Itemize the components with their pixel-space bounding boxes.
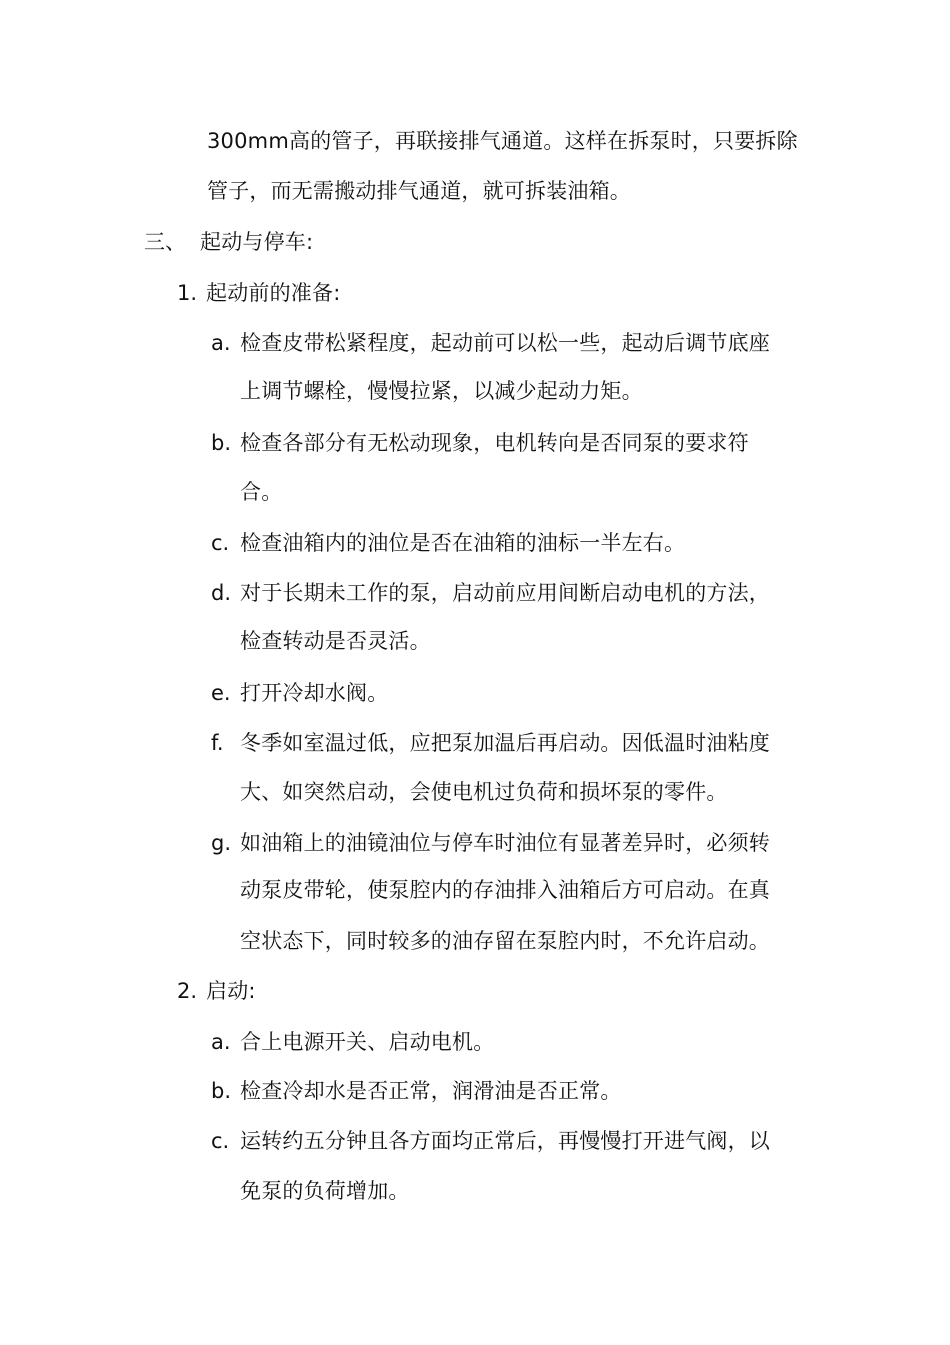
item-1g-marker: g. [211, 831, 232, 855]
continuation-line-2: 管子，而无需搬动排气通道，就可拆装油箱。 [207, 179, 631, 203]
item-1b-marker: b. [211, 431, 232, 455]
item-1-marker: 1. [177, 281, 198, 305]
item-1g-line-1: 如油箱上的油镜油位与停车时油位有显著差异时，必须转 [240, 831, 770, 855]
item-1a-line-1: 检查皮带松紧程度，起动前可以松一些，起动后调节底座 [240, 331, 770, 355]
item-1c-line-1: 检查油箱内的油位是否在油箱的油标一半左右。 [240, 531, 686, 555]
item-2b-line-1: 检查冷却水是否正常，润滑油是否正常。 [240, 1079, 622, 1103]
item-1f-marker: f. [211, 731, 224, 755]
continuation-line-1: 300mm高的管子，再联接排气通道。这样在拆泵时，只要拆除 [207, 129, 798, 153]
item-2b-marker: b. [211, 1079, 232, 1103]
item-1f-line-1: 冬季如室温过低，应把泵加温后再启动。因低温时油粘度 [240, 731, 770, 755]
item-1d-marker: d. [211, 581, 232, 605]
item-1c-marker: c. [211, 531, 230, 555]
item-1d-line-1: 对于长期未工作的泵，启动前应用间断启动电机的方法， [240, 581, 770, 605]
item-1e-line-1: 打开冷却水阀。 [240, 681, 389, 705]
item-2a-marker: a. [211, 1030, 231, 1054]
item-1b-line-2: 合。 [240, 480, 283, 504]
item-1a-line-2: 上调节螺栓，慢慢拉紧，以减少起动力矩。 [240, 379, 643, 403]
item-1g-line-2: 动泵皮带轮，使泵腔内的存油排入油箱后方可启动。在真 [240, 878, 770, 902]
item-2c-line-2: 免泵的负荷增加。 [240, 1179, 410, 1203]
item-1a-marker: a. [211, 331, 231, 355]
item-1-title: 起动前的准备: [206, 281, 341, 305]
item-1d-line-2: 检查转动是否灵活。 [240, 629, 431, 653]
section-title: 起动与停车: [200, 230, 314, 254]
item-1e-marker: e. [211, 681, 231, 705]
item-2-marker: 2. [177, 979, 198, 1003]
item-1f-line-2: 大、如突然启动，会使电机过负荷和损坏泵的零件。 [240, 780, 728, 804]
item-2-title: 启动: [206, 979, 256, 1003]
item-2c-marker: c. [211, 1129, 230, 1153]
section-marker: 三、 [144, 230, 186, 254]
item-1g-line-3: 空状态下，同时较多的油存留在泵腔内时，不允许启动。 [240, 929, 770, 953]
item-1b-line-1: 检查各部分有无松动现象，电机转向是否同泵的要求符 [240, 431, 749, 455]
item-2a-line-1: 合上电源开关、启动电机。 [240, 1030, 495, 1054]
item-2c-line-1: 运转约五分钟且各方面均正常后，再慢慢打开进气阀，以 [240, 1129, 770, 1153]
